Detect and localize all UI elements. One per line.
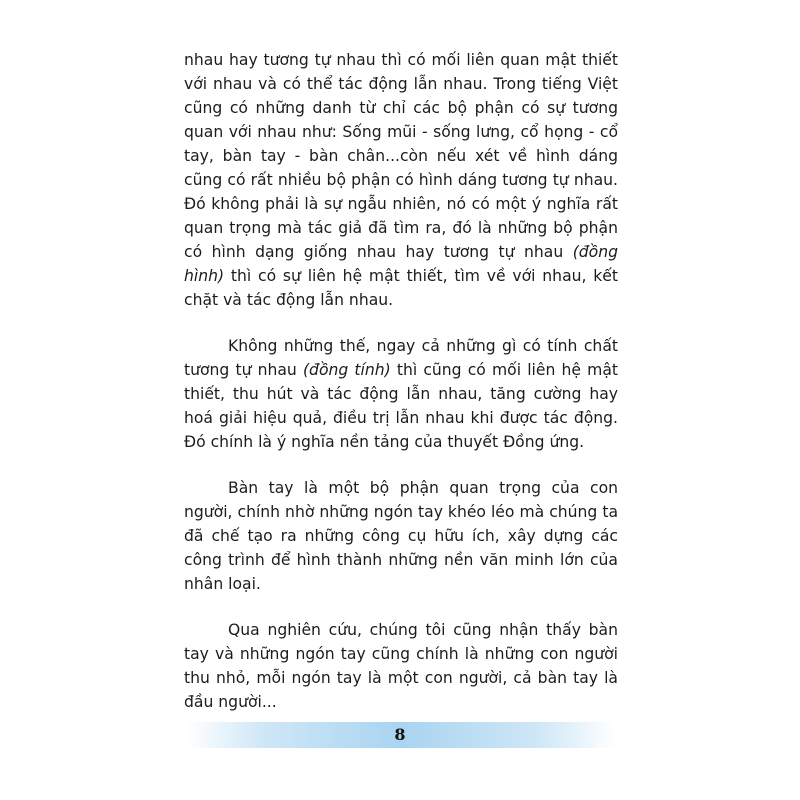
paragraph-2-text-b: thì cũng có mối liên hệ mật thiết, thu hút và tác động lẫn nhau, tăng cường hay hoá giải hiệu quả, điều trị lẫn nhau khi được tác động. Đó chính là ý nghĩa nền tảng của thuyết Đồng ứng. [184, 361, 618, 451]
paragraph-1 [184, 48, 618, 312]
page-body [184, 48, 618, 736]
paragraph-3-text: Bàn tay là một bộ phận quan trọng của con người, chính nhờ những ngón tay khéo léo mà chúng ta đã chế tạo ra những công cụ hữu ích, xây dựng các công trình để hình thành những nền văn minh lớn của nhân loại. [184, 479, 618, 593]
paragraph-4 [184, 618, 618, 714]
paragraph-3 [184, 476, 618, 596]
paragraph-1-text-a: nhau hay tương tự nhau thì có mối liên quan mật thiết với nhau và có thể tác động lẫn nhau. Trong tiếng Việt cũng có những danh từ chỉ các bộ phận có sự tương quan với nhau như: Sống mũi - sống lưng, cổ họng - cổ tay, bàn tay - bàn chân...còn nếu xét về hình dáng cũng có rất nhiều bộ phận có hình dáng tương tự nhau. Đó không phải là sự ngẫu nhiên, nó có một ý nghĩa rất quan trọng mà tác giả đã tìm ra, đó là những bộ phận có hình dạng giống nhau hay tương tự nhau [184, 51, 618, 261]
paragraph-2 [184, 334, 618, 454]
paragraph-1-italic-term: (đồng hình) [184, 243, 618, 285]
paragraph-2-italic-term: (đồng tính) [302, 361, 391, 379]
paragraph-4-text: Qua nghiên cứu, chúng tôi cũng nhận thấy bàn tay và những ngón tay cũng chính là những con người thu nhỏ, mỗi ngón tay là một con người, cả bàn tay là đầu người... [184, 621, 618, 711]
paragraph-2-text-a: Không những thế, ngay cả những gì có tính chất tương tự nhau [184, 337, 618, 379]
page-number: 8 [394, 725, 406, 744]
paragraph-1-text-b: thì có sự liên hệ mật thiết, tìm về với nhau, kết chặt và tác động lẫn nhau. [184, 267, 618, 309]
